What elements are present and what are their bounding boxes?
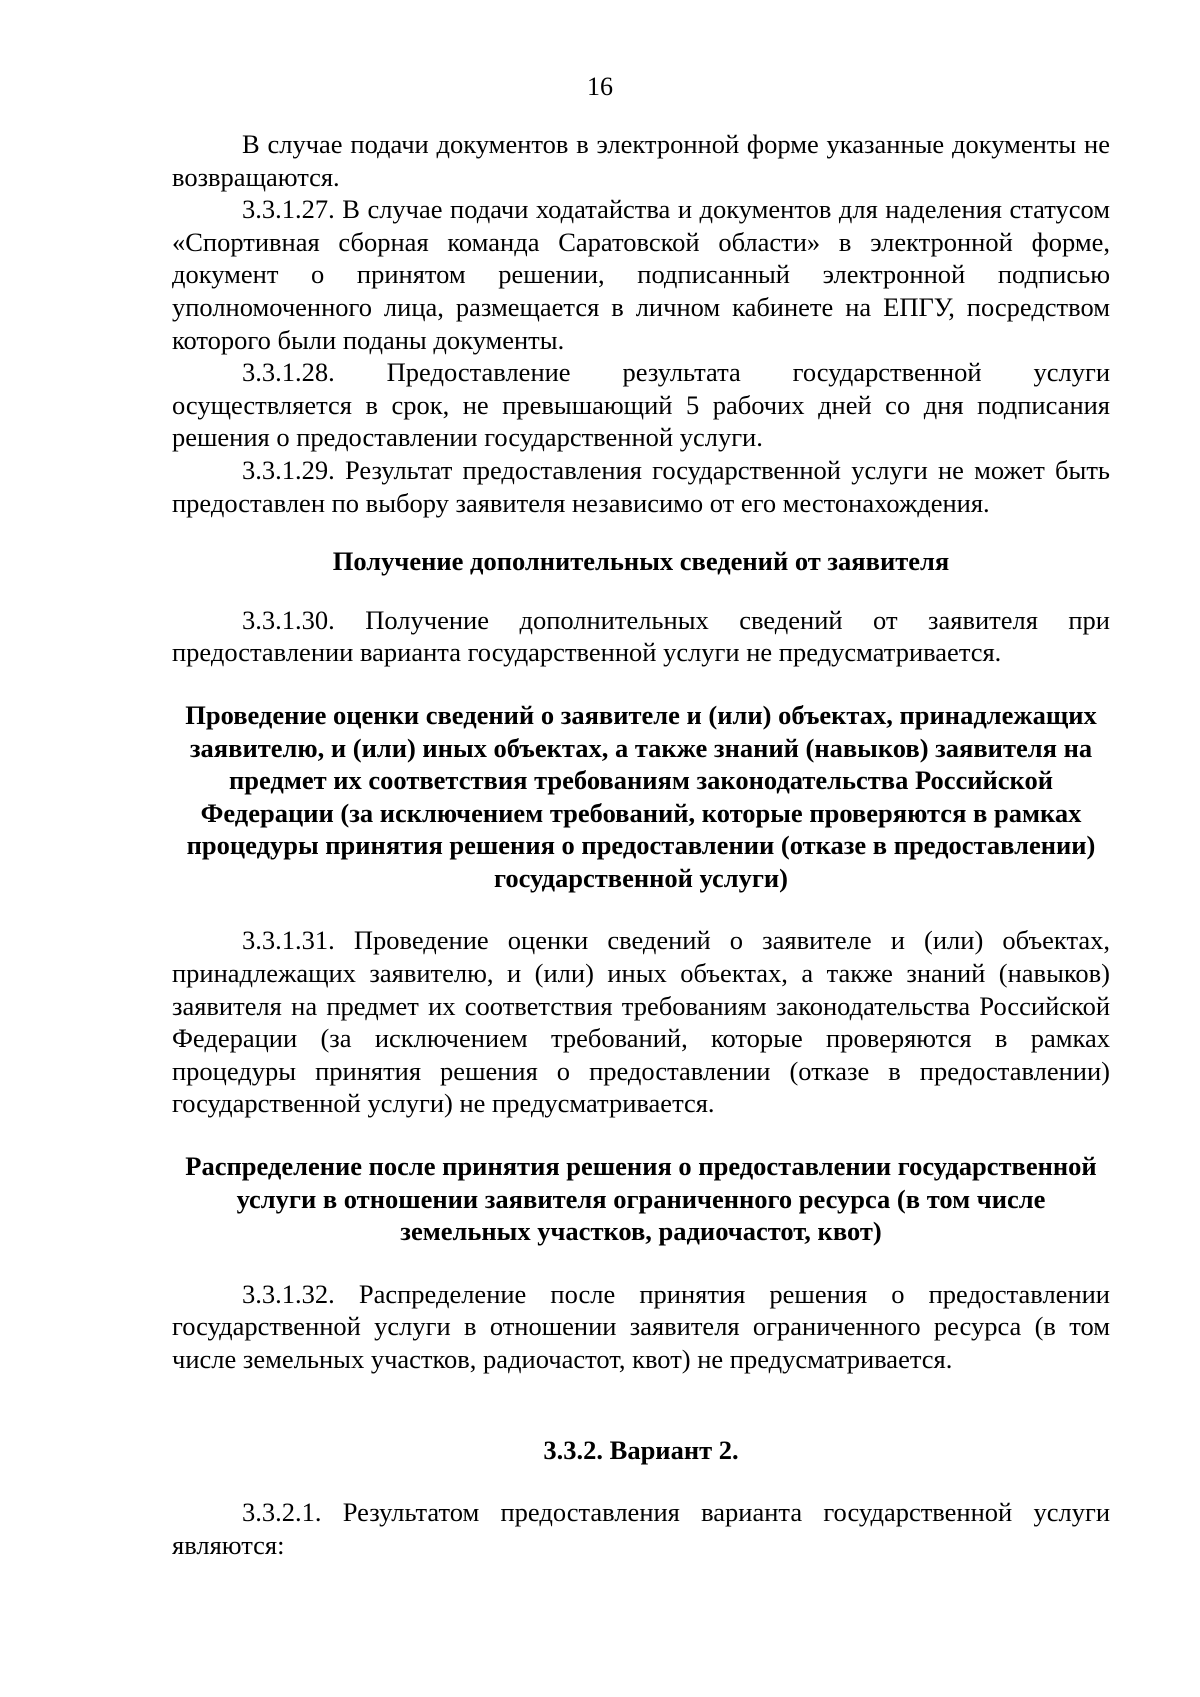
- paragraph-3-3-1-28: 3.3.1.28. Предоставление результата государственной услуги осуществляется в срок, не превышающий 5 рабочих дней со дня подписания решения о предоставлении государственной услуги.: [172, 357, 1110, 453]
- paragraph-3-3-1-32: 3.3.1.32. Распределение после принятия решения о предоставлении государственной услуги в отношении заявителя ограниченного ресурса (в том числе земельных участков, радиочастот, квот) не предусматривается.: [172, 1278, 1110, 1374]
- spacer: [172, 1248, 1110, 1278]
- paragraph-3-3-1-31: 3.3.1.31. Проведение оценки сведений о заявителе и (или) объектах, принадлежащих заявителю, и (или) иных объектах, а также знаний (навыков) заявителя на предмет их соответствия требованиям законодательства Российской Федерации (за исключением требований, которые проверяются в рамках процедуры принятия решения о предоставлении (отказе в предоставлении) государственной услуги) не предусматривается.: [172, 925, 1110, 1119]
- paragraph-3-3-1-30: 3.3.1.30. Получение дополнительных сведений от заявителя при предоставлении варианта государственной услуги не предусматривается.: [172, 604, 1110, 668]
- document-body: [172, 128, 1110, 1561]
- section-heading-variant-2: 3.3.2. Вариант 2.: [543, 1434, 739, 1465]
- spacer: [172, 578, 1110, 604]
- spacer: [172, 1376, 1110, 1434]
- paragraph-3-3-1-27: 3.3.1.27. В случае подачи ходатайства и документов для наделения статусом «Спортивная сборная команда Саратовской области» в электронной форме, документ о принятом решении, подписанный электронной подписью уполномоченного лица, размещается в личном кабинете на ЕПГУ, посредством которого были поданы документы.: [172, 194, 1110, 355]
- section-heading-resource-distribution: Распределение после принятия решения о предоставлении государственной услуги в отношении заявителя ограниченного ресурса (в том числе земельных участков, радиочастот, квот): [185, 1151, 1097, 1247]
- spacer: [172, 519, 1110, 545]
- paragraph-3-3-1-29: 3.3.1.29. Результат предоставления государственной услуги не может быть предоставлен по выбору заявителя независимо от его местонахождения.: [172, 454, 1110, 518]
- spacer: [172, 669, 1110, 699]
- section-heading-assessment: Проведение оценки сведений о заявителе и (или) объектах, принадлежащих заявителю, и (или) иных объектах, а также знаний (навыков) заявителя на предмет их соответствия требованиям законодательства Российской Федерации (за исключением требований, которые проверяются в рамках процедуры принятия решения о предоставлении (отказе в предоставлении) государственной услуги): [185, 699, 1097, 893]
- spacer: [172, 894, 1110, 924]
- spacer: [172, 1466, 1110, 1496]
- page-number: 16: [587, 72, 613, 101]
- paragraph-return-of-documents: В случае подачи документов в электронной форме указанные документы не возвращаются.: [172, 129, 1110, 192]
- paragraph-3-3-2-1: 3.3.2.1. Результатом предоставления варианта государственной услуги являются:: [172, 1497, 1110, 1560]
- spacer: [172, 1120, 1110, 1150]
- section-heading-additional-info: Получение дополнительных сведений от заявителя: [332, 546, 950, 577]
